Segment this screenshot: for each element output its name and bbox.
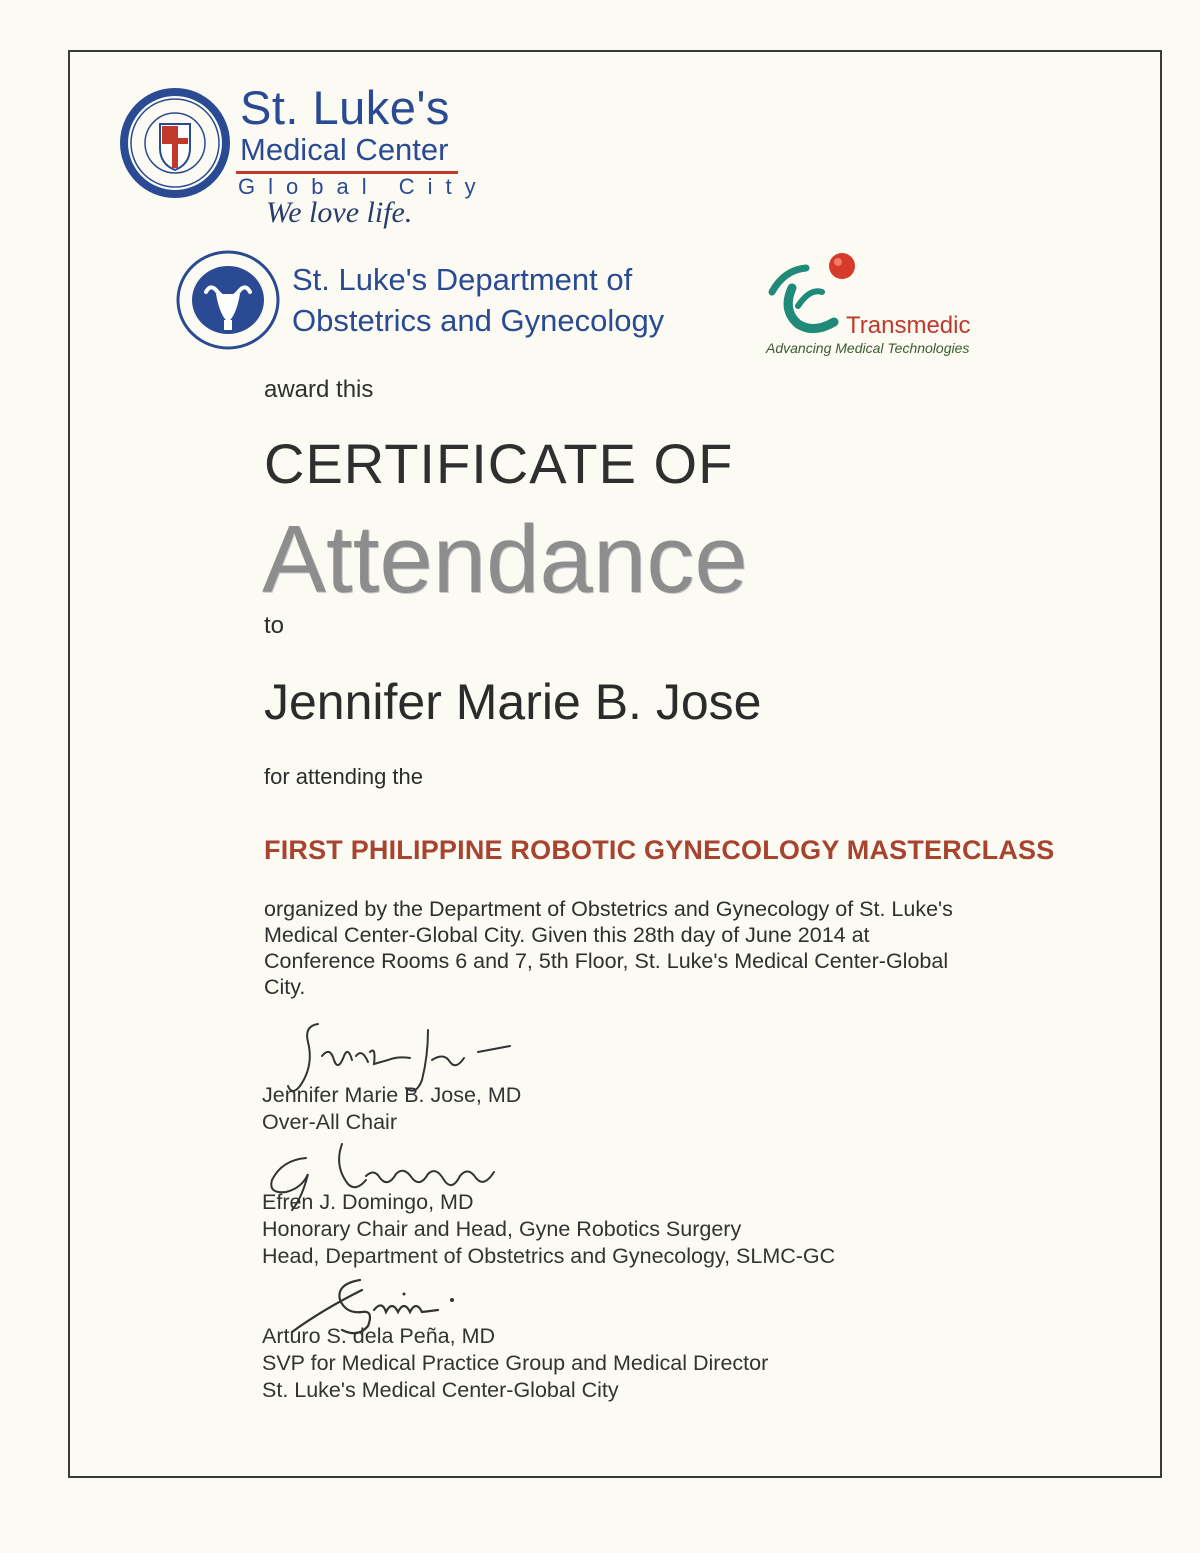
award-text: award this	[264, 376, 374, 403]
signatory-title: Honorary Chair and Head, Gyne Robotics Surgery	[262, 1217, 742, 1241]
certificate-type: Attendance	[262, 506, 748, 613]
department-name-line2: Obstetrics and Gynecology	[292, 303, 665, 338]
signatory-title: Head, Department of Obstetrics and Gynecology, SLMC-GC	[262, 1244, 836, 1268]
event-description	[264, 896, 1044, 1000]
recipient-name: Jennifer Marie B. Jose	[264, 674, 762, 730]
signatory-title: St. Luke's Medical Center-Global City	[262, 1378, 619, 1402]
signatory-name: Efren J. Domingo, MD	[262, 1190, 474, 1214]
certificate-title: CERTIFICATE OF	[264, 432, 734, 495]
sponsor-name: Transmedic	[846, 312, 971, 339]
signatory-title: SVP for Medical Practice Group and Medical Director	[262, 1351, 769, 1375]
signatory-2	[262, 1189, 835, 1270]
hospital-name: St. Luke's	[240, 81, 450, 134]
sponsor-tagline: Advancing Medical Technologies	[766, 340, 970, 356]
signatory-name: Jennifer Marie B. Jose, MD	[262, 1083, 522, 1107]
slmc-seal-logo	[118, 86, 232, 200]
department-name-line1: St. Luke's Department of	[292, 262, 633, 297]
signatory-name: Arturo S. dela Peña, MD	[262, 1324, 496, 1348]
signatory-1	[262, 1082, 521, 1136]
description-line: organized by the Department of Obstetrics and Gynecology of St. Luke's	[264, 897, 953, 921]
description-line: Conference Rooms 6 and 7, 5th Floor, St. Luke's Medical Center-Global	[264, 949, 949, 973]
description-line: Medical Center-Global City. Given this 28th day of June 2014 at	[264, 923, 870, 947]
hospital-tagline: We love life.	[266, 196, 413, 229]
attending-text: for attending the	[264, 764, 424, 789]
signatory-3	[262, 1323, 768, 1404]
department-seal-logo	[176, 250, 280, 350]
event-title: FIRST PHILIPPINE ROBOTIC GYNECOLOGY MASTERCLASS	[264, 835, 1055, 865]
description-line: City.	[264, 975, 306, 999]
signatory-title: Over-All Chair	[262, 1110, 397, 1134]
hospital-subtitle: Medical Center	[240, 132, 449, 167]
hospital-location: Global City	[238, 174, 489, 199]
to-text: to	[264, 612, 285, 639]
